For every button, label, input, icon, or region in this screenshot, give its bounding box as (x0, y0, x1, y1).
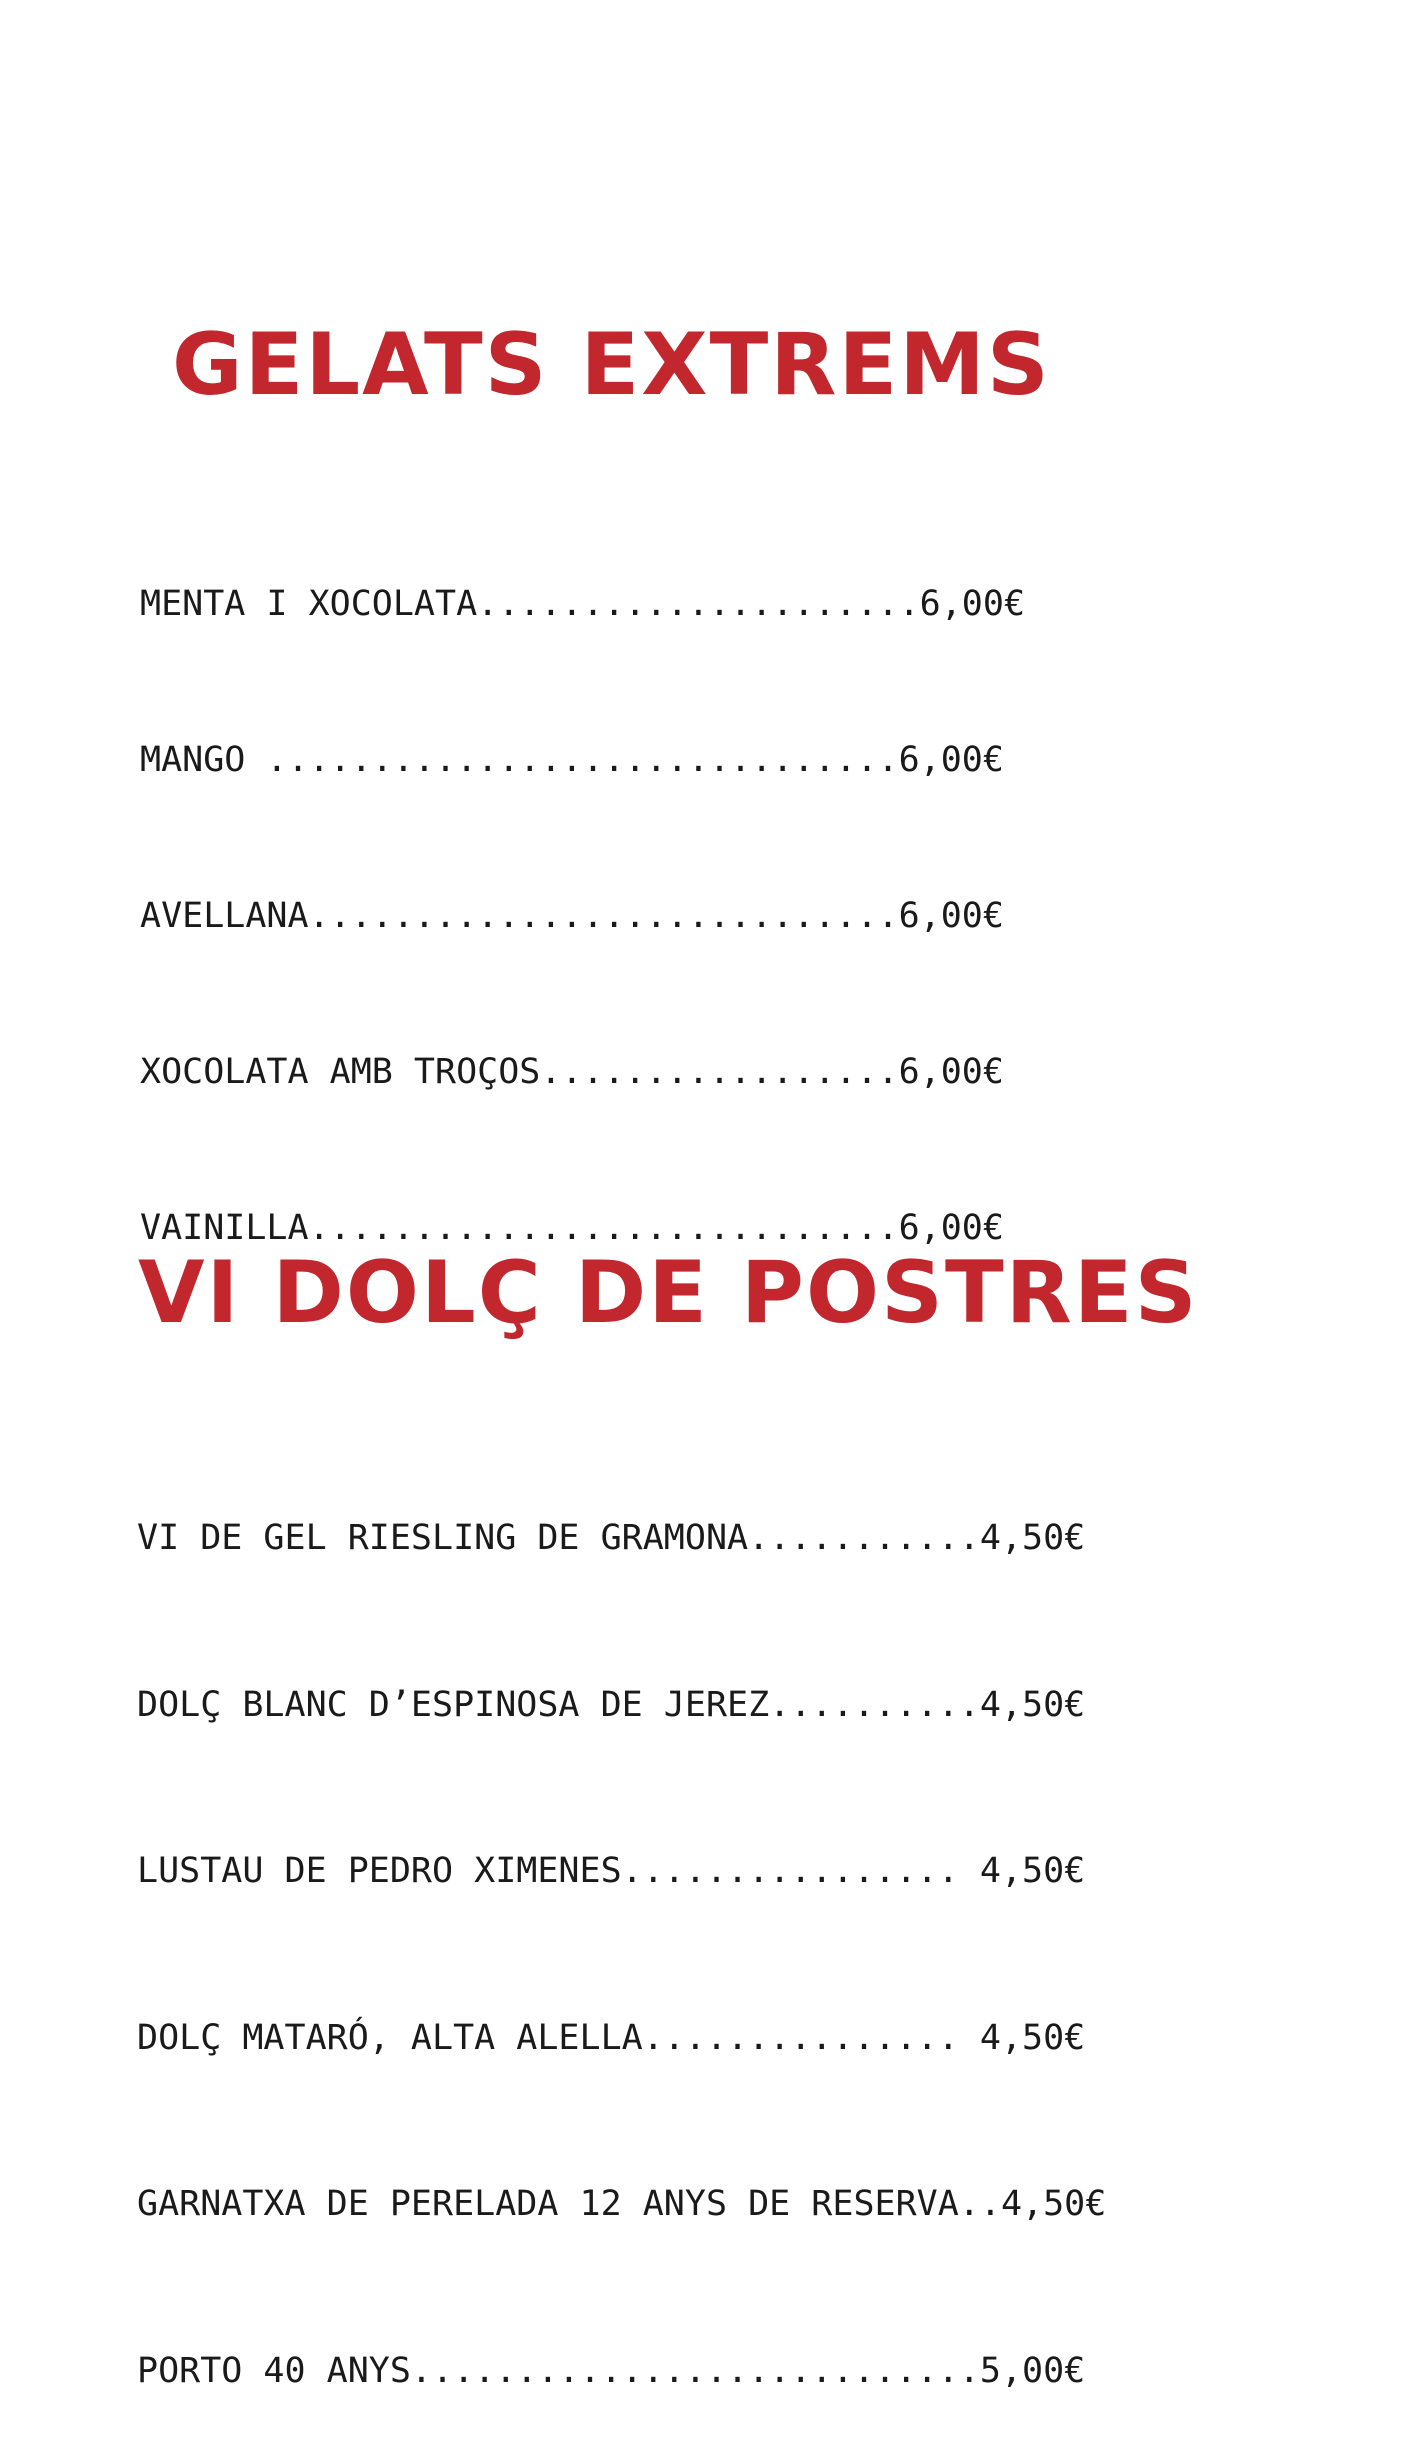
menu-item: AVELLANA............................6,00€ (140, 896, 1004, 936)
section-title-vi-dolc-de-postres: VI DOLÇ DE POSTRES (138, 1243, 1199, 1343)
section-title-gelats-extrems: GELATS EXTREMS (172, 315, 1051, 415)
gelats-menu-list (140, 474, 1025, 1306)
menu-item: MENTA I XOCOLATA.....................6,00€ (140, 584, 1026, 624)
menu-item: MANGO ..............................6,00€ (140, 740, 1004, 780)
menu-item: DOLÇ BLANC D’ESPINOSA DE JEREZ..........4,50€ (137, 1684, 1086, 1725)
menu-item: DOLÇ MATARÓ, ALTA ALELLA............... 4,50€ (137, 2017, 1086, 2058)
menu-item: XOCOLATA AMB TROÇOS.................6,00€ (140, 1052, 1004, 1092)
menu-item: PORTO 40 ANYS...........................5,00€ (137, 2350, 1086, 2391)
menu-item: VAINILLA............................6,00€ (140, 1208, 1004, 1248)
menu-item: VI DE GEL RIESLING DE GRAMONA...........4,50€ (137, 1518, 1086, 1558)
menu-item: GARNATXA DE PERELADA 12 ANYS DE RESERVA..4,50€ (137, 2184, 1107, 2224)
vi-dolc-menu-list (137, 1400, 1106, 2455)
menu-item: LUSTAU DE PEDRO XIMENES................ 4,50€ (137, 1851, 1086, 1891)
